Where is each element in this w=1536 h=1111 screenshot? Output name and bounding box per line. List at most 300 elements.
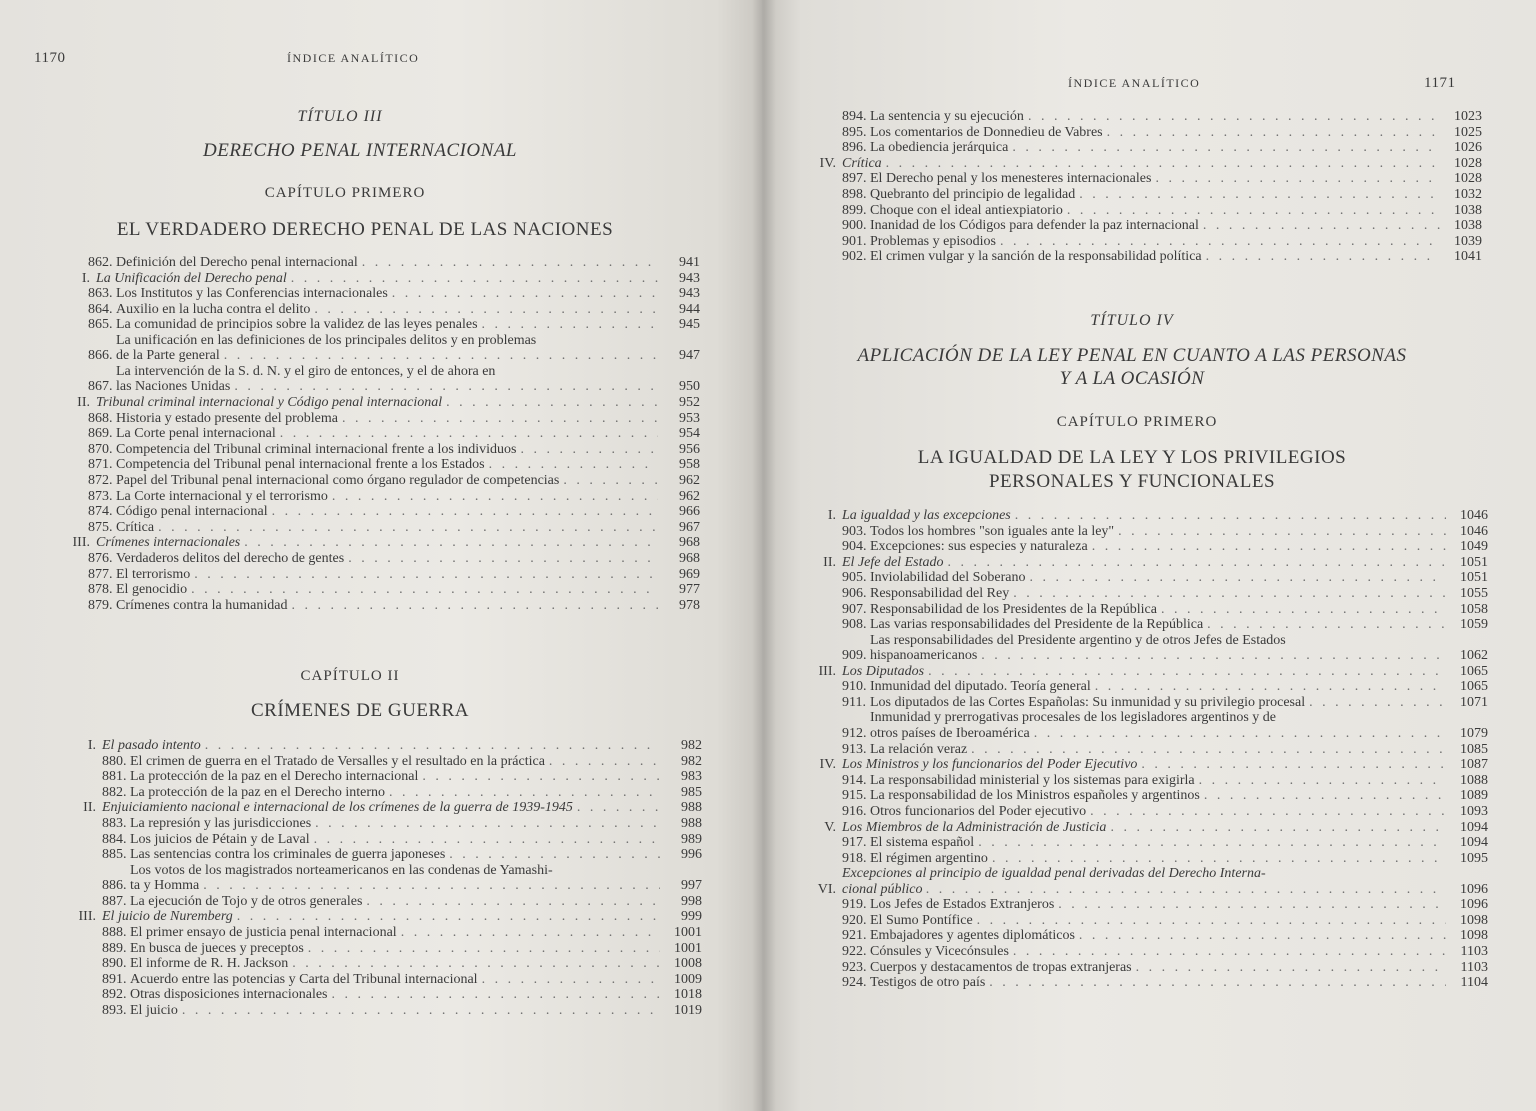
section-numeral: I. <box>87 738 96 753</box>
toc-entry <box>60 286 700 302</box>
entry-number: 892. <box>102 987 127 1003</box>
entry-label: Testigos de otro país <box>870 975 986 991</box>
entry-label: El primer ensayo de justicia penal internacional <box>130 924 397 940</box>
entry-label: La responsabilidad de los Ministros españoles y argentinos <box>870 788 1200 804</box>
entry-number: 891. <box>102 971 127 987</box>
toc-entry <box>60 567 700 583</box>
toc-section <box>802 508 1488 524</box>
entry-label: Los Miembros de la Administración de Justicia <box>842 819 1107 835</box>
entry-number: 873. <box>88 488 113 504</box>
dot-leader <box>1141 757 1446 773</box>
entry-number: 895. <box>842 124 867 140</box>
entry-number: 912. <box>842 725 867 741</box>
toc-entry <box>802 633 1488 664</box>
entry-label-line: Las responsabilidades del Presidente argentino y de otros Jefes de Estados <box>870 632 1286 648</box>
page-ref: 1071 <box>1460 694 1488 710</box>
section-numeral: I. <box>827 508 836 523</box>
entry-number: 915. <box>842 788 867 804</box>
toc-entry <box>62 847 702 863</box>
page-ref: 999 <box>681 909 702 925</box>
part-title: APLICACIÓN DE LA LEY PENAL EN CUANTO A LAS PERSONAS <box>857 345 1407 366</box>
dot-leader <box>362 255 658 271</box>
dot-leader <box>1206 249 1440 265</box>
toc-entry <box>802 524 1488 540</box>
chapter-title-line-2: PERSONALES Y FUNCIONALES <box>988 471 1276 492</box>
page-ref: 1103 <box>1460 944 1488 960</box>
page-ref: 962 <box>679 472 700 488</box>
entry-number: 905. <box>842 570 867 586</box>
toc-section <box>60 535 700 551</box>
dot-leader <box>1079 187 1440 203</box>
dot-leader <box>482 972 660 988</box>
entry-label: Excepciones: sus especies y naturaleza <box>870 539 1088 555</box>
dot-leader <box>1199 773 1446 789</box>
dot-leader <box>549 754 660 770</box>
dot-leader <box>1030 570 1446 586</box>
dot-leader <box>314 302 658 318</box>
toc-entry <box>62 816 702 832</box>
entry-label: Los juicios de Pétain y de Laval <box>130 831 310 847</box>
entry-label: Los Diputados <box>842 663 925 679</box>
entry-label: Código penal internacional <box>116 504 268 520</box>
toc-entry <box>802 249 1482 265</box>
entry-label: Tribunal criminal internacional y Código penal internacional <box>96 394 443 410</box>
dot-leader <box>332 489 658 505</box>
chapter-label: CAPÍTULO PRIMERO <box>264 185 426 201</box>
entry-label: La protección de la paz en el Derecho internacional <box>130 769 419 785</box>
toc-list <box>802 109 1482 265</box>
section-numeral: II. <box>77 394 90 410</box>
page-ref: 967 <box>679 519 700 535</box>
entry-label-continuation: hispanoamericanos <box>870 648 978 664</box>
entry-label: La obediencia jerárquica <box>870 140 1009 156</box>
entry-number: 888. <box>102 924 127 940</box>
dot-leader <box>926 882 1446 898</box>
page-ref: 1087 <box>1460 757 1488 773</box>
dot-leader <box>315 816 660 832</box>
entry-number: 881. <box>102 769 127 785</box>
entry-number: 893. <box>102 1002 127 1018</box>
page-ref: 1001 <box>674 924 702 940</box>
toc-section <box>802 664 1488 680</box>
entry-label: El crimen vulgar y la sanción de la responsabilidad política <box>870 249 1202 265</box>
page-ref: 1051 <box>1460 554 1488 570</box>
chapter-title: EL VERDADERO DERECHO PENAL DE LAS NACIONES <box>116 219 614 240</box>
dot-leader <box>237 909 660 925</box>
entry-number: 890. <box>102 956 127 972</box>
entry-label: El crimen de guerra en el Tratado de Versalles y el resultado en la práctica <box>130 753 545 769</box>
toc-section <box>60 271 700 287</box>
entry-number: 871. <box>88 457 113 473</box>
entry-leader-line <box>802 726 1488 742</box>
page-ref: 989 <box>681 831 702 847</box>
entry-number: 923. <box>842 959 867 975</box>
entry-label: Acuerdo entre las potencias y Carta del Tribunal internacional <box>130 971 478 987</box>
entry-number: 880. <box>102 753 127 769</box>
page-ref: 953 <box>679 410 700 426</box>
page-ref: 943 <box>679 270 700 286</box>
toc-entry <box>62 972 702 988</box>
entry-number: 866. <box>88 348 113 364</box>
dot-leader <box>1204 788 1446 804</box>
section-numeral: II. <box>83 800 96 816</box>
toc-section <box>62 800 702 816</box>
dot-leader <box>1309 695 1446 711</box>
entry-label-continuation: las Naciones Unidas <box>116 379 231 395</box>
dot-leader <box>1034 726 1446 742</box>
entry-number: 906. <box>842 585 867 601</box>
page-ref: 1062 <box>1460 648 1488 664</box>
entry-label: Cónsules y Vicecónsules <box>870 944 1009 960</box>
toc-entry <box>802 171 1482 187</box>
page-ref: 1032 <box>1454 186 1482 202</box>
dot-leader <box>1110 820 1446 836</box>
entry-number: 894. <box>842 109 867 124</box>
toc-entry <box>60 302 700 318</box>
dot-leader <box>1136 960 1446 976</box>
entry-label: Las varias responsabilidades del Presidente de la República <box>870 617 1204 633</box>
dot-leader <box>1012 140 1440 156</box>
entry-label: El Sumo Pontífice <box>870 912 973 928</box>
page-ref: 1103 <box>1460 959 1488 975</box>
page-ref: 1096 <box>1460 881 1488 897</box>
page-ref: 1025 <box>1454 124 1482 140</box>
page-ref: 978 <box>679 597 700 613</box>
entry-number: 889. <box>102 940 127 956</box>
page-ref: 1094 <box>1460 835 1488 851</box>
entry-number: 917. <box>842 835 867 851</box>
entry-number: 867. <box>88 379 113 395</box>
page-ref: 1089 <box>1460 788 1488 804</box>
toc-entry <box>62 987 702 1003</box>
page-ref: 952 <box>679 394 700 410</box>
dot-leader <box>1000 234 1440 250</box>
entry-label: Otras disposiciones internacionales <box>130 987 328 1003</box>
page-ref: 985 <box>681 784 702 800</box>
entry-label-continuation: ta y Homma <box>130 878 200 894</box>
page-ref: 954 <box>679 426 700 442</box>
section-numeral: III. <box>78 909 96 925</box>
dot-leader <box>928 664 1446 680</box>
toc-entry <box>802 804 1488 820</box>
entry-label: En busca de jueces y preceptos <box>130 940 304 956</box>
entry-number: 882. <box>102 784 127 800</box>
entry-label: Inviolabilidad del Soberano <box>870 570 1026 586</box>
dot-leader <box>280 426 658 442</box>
dot-leader <box>292 956 660 972</box>
dot-leader <box>234 379 658 395</box>
dot-leader <box>577 800 660 816</box>
page-ref: 958 <box>679 457 700 473</box>
page-ref: 982 <box>681 753 702 769</box>
dot-leader <box>308 941 660 957</box>
entry-number: 863. <box>88 286 113 302</box>
dot-leader <box>1058 897 1446 913</box>
toc-entry <box>802 125 1482 141</box>
entry-label: Historia y estado presente del problema <box>116 410 338 426</box>
chapter-label: CAPÍTULO PRIMERO <box>1056 414 1218 430</box>
entry-number: 870. <box>88 441 113 457</box>
page-ref: 1028 <box>1454 171 1482 187</box>
page-ref: 1096 <box>1460 897 1488 913</box>
entry-label-continuation: cional público <box>842 881 923 897</box>
entry-label: Inanidad de los Códigos para defender la paz internacional <box>870 218 1199 234</box>
page-ref: 968 <box>679 550 700 566</box>
chapter-label: CAPÍTULO II <box>300 668 400 684</box>
entry-label: Papel del Tribunal penal internacional como órgano regulador de competencias <box>116 472 560 488</box>
dot-leader <box>203 878 660 894</box>
entry-label: El terrorismo <box>116 566 191 582</box>
page-ref: 945 <box>679 317 700 333</box>
page-ref: 956 <box>679 441 700 457</box>
page-ref: 943 <box>679 286 700 302</box>
dot-leader <box>272 504 658 520</box>
dot-leader <box>392 286 658 302</box>
dot-leader <box>977 913 1446 929</box>
dot-leader <box>1095 679 1446 695</box>
entry-number: 919. <box>842 897 867 913</box>
running-head: ÍNDICE ANALÍTICO <box>1068 76 1201 90</box>
entry-label-line: Excepciones al principio de igualdad penal derivadas del Derecho Interna- <box>842 866 1266 882</box>
dot-leader <box>1067 203 1440 219</box>
page-ref: 1079 <box>1460 725 1488 741</box>
dot-leader <box>194 567 658 583</box>
page-ref: 941 <box>679 255 700 270</box>
dot-leader <box>981 648 1446 664</box>
entry-label: El Jefe del Estado <box>842 554 944 570</box>
toc-entry <box>802 109 1482 125</box>
page-ref: 1041 <box>1454 249 1482 265</box>
page-ref: 1009 <box>674 971 702 987</box>
entry-label: La sentencia y su ejecución <box>870 109 1024 124</box>
entry-label: La comunidad de principios sobre la validez de las leyes penales <box>116 317 478 333</box>
entry-label: Crímenes internacionales <box>96 535 241 551</box>
toc-entry <box>802 944 1488 960</box>
part-title: DERECHO PENAL INTERNACIONAL <box>203 140 517 161</box>
entry-label: Los Ministros y los funcionarios del Poder Ejecutivo <box>842 757 1138 773</box>
entry-number: 869. <box>88 426 113 442</box>
entry-number: 904. <box>842 539 867 555</box>
right-page <box>762 0 1536 1111</box>
dot-leader <box>348 551 658 567</box>
dot-leader <box>989 975 1446 991</box>
toc-section <box>802 820 1488 836</box>
entry-number: 887. <box>102 893 127 909</box>
entry-label: Cuerpos y destacamentos de tropas extranjeras <box>870 959 1132 975</box>
dot-leader <box>947 555 1446 571</box>
toc-section <box>802 757 1488 773</box>
dot-leader <box>401 925 660 941</box>
entry-number: 910. <box>842 679 867 695</box>
toc-entry <box>62 863 702 894</box>
page-ref: 1008 <box>674 956 702 972</box>
toc-list <box>62 738 702 1019</box>
toc-entry <box>802 586 1488 602</box>
entry-label-line: La intervención de la S. d. N. y el giro de entonces, y el de ahora en <box>116 363 496 379</box>
toc-entry <box>60 582 700 598</box>
toc-entry <box>802 570 1488 586</box>
toc-entry <box>802 913 1488 929</box>
toc-list <box>60 255 700 613</box>
page-ref: 950 <box>679 379 700 395</box>
dot-leader <box>1079 928 1446 944</box>
page-ref: 1028 <box>1454 155 1482 171</box>
entry-number: 886. <box>102 878 127 894</box>
dot-leader <box>191 582 658 598</box>
dot-leader <box>1092 539 1446 555</box>
page-ref: 1055 <box>1460 585 1488 601</box>
toc-entry <box>802 975 1488 991</box>
toc-entry <box>60 333 700 364</box>
page-ref: 969 <box>679 566 700 582</box>
entry-label: Crímenes contra la humanidad <box>116 597 288 613</box>
entry-number: 897. <box>842 171 867 187</box>
entry-number: 922. <box>842 944 867 960</box>
dot-leader <box>1203 218 1440 234</box>
entry-number: 878. <box>88 582 113 598</box>
toc-entry <box>60 473 700 489</box>
page-ref: 968 <box>679 535 700 551</box>
entry-number: 924. <box>842 975 867 991</box>
entry-number: 898. <box>842 186 867 202</box>
entry-label: El Derecho penal y los menesteres internacionales <box>870 171 1152 187</box>
entry-label: El juicio de Nuremberg <box>102 909 233 925</box>
entry-label-continuation: otros países de Iberoamérica <box>870 725 1030 741</box>
entry-number: 902. <box>842 249 867 265</box>
page-ref: 1051 <box>1460 570 1488 586</box>
entry-label: Las sentencias contra los criminales de guerra japoneses <box>130 847 446 863</box>
left-page <box>0 0 762 1111</box>
entry-label: El informe de R. H. Jackson <box>130 956 289 972</box>
entry-number: 875. <box>88 519 113 535</box>
toc-entry <box>802 203 1482 219</box>
entry-label: El pasado intento <box>102 738 201 753</box>
entry-number: 907. <box>842 601 867 617</box>
toc-entry <box>60 457 700 473</box>
entry-leader-line <box>60 348 700 364</box>
entry-label-line: Los votos de los magistrados norteamericanos en las condenas de Yamashi- <box>130 862 553 878</box>
toc-entry <box>802 187 1482 203</box>
dot-leader <box>1013 944 1446 960</box>
dot-leader <box>971 742 1446 758</box>
page-ref: 1049 <box>1460 539 1488 555</box>
dot-leader <box>482 317 658 333</box>
entry-label: Problemas y episodios <box>870 233 996 249</box>
page-ref: 1098 <box>1460 912 1488 928</box>
entry-label: Inmunidad del diputado. Teoría general <box>870 679 1091 695</box>
toc-entry <box>62 754 702 770</box>
page-ref: 962 <box>679 488 700 504</box>
dot-leader <box>1015 508 1446 524</box>
entry-number: 868. <box>88 410 113 426</box>
dot-leader <box>1107 125 1440 141</box>
toc-section <box>60 395 700 411</box>
entry-number: 879. <box>88 597 113 613</box>
toc-entry <box>62 1003 702 1019</box>
page-ref: 1038 <box>1454 202 1482 218</box>
page-ref: 947 <box>679 348 700 364</box>
section-numeral: V. <box>824 819 836 835</box>
toc-section <box>802 866 1488 897</box>
dot-leader <box>489 457 658 473</box>
entry-label: El régimen argentino <box>870 850 988 866</box>
dot-leader <box>342 411 658 427</box>
toc-entry <box>60 520 700 536</box>
entry-number: 920. <box>842 912 867 928</box>
entry-number: 918. <box>842 850 867 866</box>
entry-number: 885. <box>102 847 127 863</box>
toc-entry <box>802 742 1488 758</box>
toc-entry <box>60 504 700 520</box>
dot-leader <box>1155 171 1440 187</box>
toc-entry <box>62 925 702 941</box>
page-ref: 1098 <box>1460 928 1488 944</box>
page-ref: 1088 <box>1460 772 1488 788</box>
entry-label-line: Inmunidad y prerrogativas procesales de los legisladores argentinos y de <box>870 710 1277 726</box>
entry-label-line: La unificación en las definiciones de los principales delitos y en problemas <box>116 332 537 348</box>
chapter-title: LA IGUALDAD DE LA LEY Y LOS PRIVILEGIOS <box>917 447 1347 468</box>
dot-leader <box>1118 524 1446 540</box>
entry-number: 883. <box>102 815 127 831</box>
entry-label: Embajadores y agentes diplomáticos <box>870 928 1075 944</box>
entry-label: La ejecución de Tojo y de otros generales <box>130 893 363 909</box>
entry-label: Enjuiciamiento nacional e internacional de los crímenes de la guerra de 1939-1945 <box>102 800 573 816</box>
entry-number: 916. <box>842 803 867 819</box>
entry-label: La protección de la paz en el Derecho interno <box>130 784 385 800</box>
page-number: 1171 <box>1424 75 1456 91</box>
toc-section <box>62 738 702 754</box>
page-ref: 966 <box>679 504 700 520</box>
dot-leader <box>205 738 660 754</box>
entry-number: 914. <box>842 772 867 788</box>
entry-number: 874. <box>88 504 113 520</box>
toc-entry <box>60 426 700 442</box>
toc-entry <box>802 897 1488 913</box>
entry-number: 884. <box>102 831 127 847</box>
dot-leader <box>1161 602 1446 618</box>
toc-entry <box>802 960 1488 976</box>
page-ref: 988 <box>681 800 702 816</box>
dot-leader <box>992 851 1446 867</box>
entry-number: 908. <box>842 617 867 633</box>
entry-label: El genocidio <box>116 582 188 598</box>
toc-entry <box>60 364 700 395</box>
page-ref: 1094 <box>1460 819 1488 835</box>
toc-entry <box>802 711 1488 742</box>
toc-entry <box>802 617 1488 633</box>
toc-entry <box>802 788 1488 804</box>
dot-leader <box>1207 617 1446 633</box>
entry-label: Competencia del Tribunal penal internacional frente a los Estados <box>116 457 485 473</box>
toc-section <box>62 909 702 925</box>
entry-label: Crítica <box>842 155 882 171</box>
entry-label: La Corte penal internacional <box>116 426 276 442</box>
entry-leader-line <box>60 379 700 395</box>
page-ref: 997 <box>681 878 702 894</box>
toc-entry <box>802 695 1488 711</box>
page-ref: 1026 <box>1454 140 1482 156</box>
entry-label: La responsabilidad ministerial y los sistemas para exigirla <box>870 772 1195 788</box>
toc-entry <box>802 773 1488 789</box>
dot-leader <box>449 847 660 863</box>
section-numeral: I. <box>81 270 90 286</box>
dot-leader <box>224 348 658 364</box>
toc-list <box>802 508 1488 991</box>
entry-number: 896. <box>842 140 867 156</box>
toc-entry <box>802 539 1488 555</box>
entry-number: 921. <box>842 928 867 944</box>
dot-leader <box>422 769 660 785</box>
